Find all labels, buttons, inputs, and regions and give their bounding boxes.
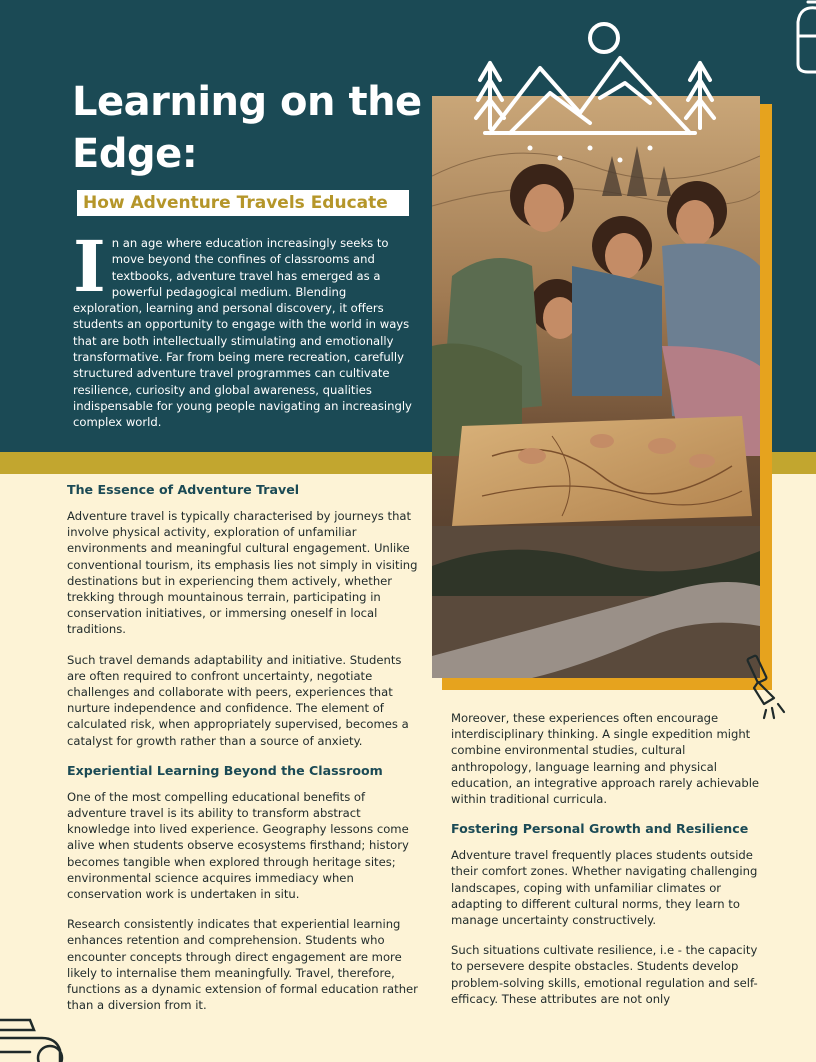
experiential-paragraph-2: Research consistently indicates that experiential learning enhances retention and comprehension. Students who encounter concepts through direct engagement are more likely to internalise them meaningfully. Travel, therefore, functions as a dynamic extension of formal education rather than a diversion from it. bbox=[67, 917, 418, 1013]
mountain-sun-icon bbox=[470, 18, 720, 188]
section-heading-essence: The Essence of Adventure Travel bbox=[67, 482, 300, 497]
backpack-icon bbox=[790, 0, 816, 76]
essence-paragraph-2: Such travel demands adaptability and initiative. Students are often required to confront uncertainty, negotiate challenges and collaborate with peers, experiences that nurture independence and confidence. The element of calculated risk, when appropriately supervised, becomes a catalyst for growth rather than a source of anxiety. bbox=[67, 652, 409, 748]
intro-text: n an age where education increasingly seeks to move beyond the confines of classrooms and textbooks, adventure travel has emerged as a powerful pedagogical medium. Blending exploration, learning and personal discovery, it offers students an opportunity to engage with the world in ways that are both intellectually stimulating and emotionally transformative. Far from being mere recreation, carefully structured adventure travel programmes can cultivate resilience, curiosity and global awareness, qualities indispensable for young people navigating an increasingly complex world. bbox=[73, 236, 412, 430]
section-heading-growth: Fostering Personal Growth and Resilience bbox=[451, 821, 749, 837]
growth-paragraph-1: Adventure travel frequently places students outside their comfort zones. Whether navigating challenging landscapes, coping with unfamiliar climates or adapting to different cultural norms, they learn to manage uncertainty constructively. bbox=[451, 848, 758, 928]
moreover-paragraph: Moreover, these experiences often encourage interdisciplinary thinking. A single expedition might combine environmental studies, cultural anthropology, language learning and physical education, an integrative approach rarely achievable within traditional curricula. bbox=[451, 711, 760, 807]
section-heading-experiential: Experiential Learning Beyond the Classroom bbox=[67, 762, 383, 778]
subtitle-box bbox=[77, 190, 409, 216]
left-column bbox=[67, 482, 422, 1027]
right-column bbox=[451, 710, 761, 1021]
subtitle: How Adventure Travels Educate bbox=[83, 193, 388, 213]
experiential-paragraph-1: One of the most compelling educational benefits of adventure travel is its ability to transform abstract knowledge into lived experience. Geography lessons come alive when students observe ecosystems firsthand; history becomes tangible when explored through heritage sites; environmental science acquires immediacy when conservation work is undertaken in situ. bbox=[67, 789, 409, 902]
binoculars-icon bbox=[0, 1012, 70, 1062]
drop-cap: I bbox=[73, 225, 106, 308]
page-title: Learning on the Edge: bbox=[72, 79, 422, 177]
growth-paragraph-2: Such situations cultivate resilience, i.e - the capacity to persevere despite obstacles. Students develop problem-solving skills, emotional regulation and self-efficacy. These attributes are not only bbox=[451, 943, 758, 1006]
intro-paragraph bbox=[73, 225, 418, 431]
essence-paragraph-1: Adventure travel is typically characterised by journeys that involve physical activity, exploration of unfamiliar environments and meaningful cultural engagement. Unlike conventional tourism, its emphasis lies not simply in visiting destinations but in experiencing them actively, whether trekking through mountainous terrain, participating in conservation initiatives, or immersing oneself in local traditions. bbox=[67, 509, 418, 637]
